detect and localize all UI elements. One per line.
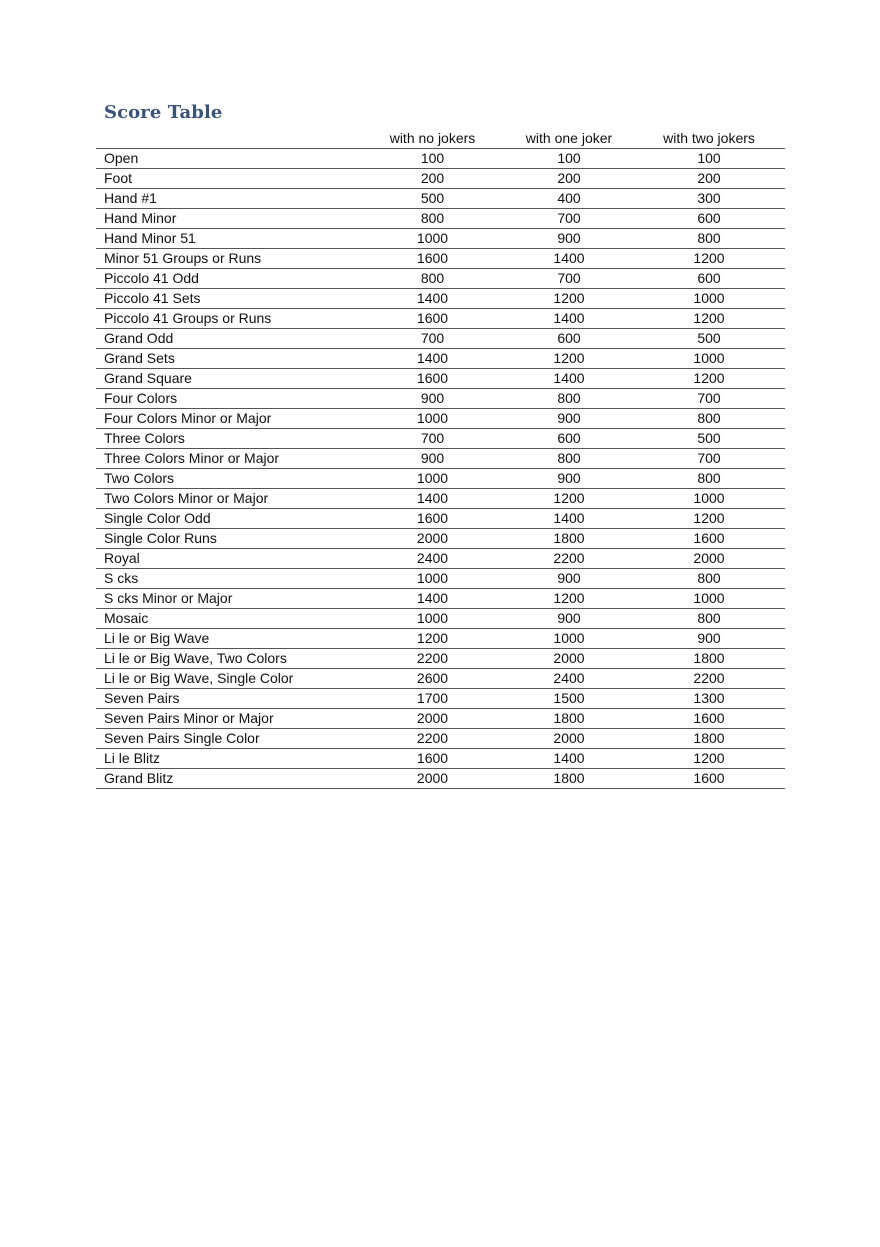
no-jokers-cell: 1000	[360, 409, 505, 429]
table-row	[96, 249, 785, 269]
two-jokers-cell: 1000	[633, 589, 785, 609]
row-name-cell: Four Colors	[96, 389, 360, 409]
row-name-cell: Hand Minor 51	[96, 229, 360, 249]
table-row	[96, 329, 785, 349]
one-joker-cell: 600	[505, 429, 633, 449]
row-name-cell: Seven Pairs Single Color	[96, 729, 360, 749]
one-joker-cell: 1400	[505, 309, 633, 329]
table-row	[96, 209, 785, 229]
one-joker-cell: 1400	[505, 509, 633, 529]
row-name-cell: Three Colors	[96, 429, 360, 449]
row-name-cell: Piccolo 41 Groups or Runs	[96, 309, 360, 329]
row-name-cell: Piccolo 41 Sets	[96, 289, 360, 309]
row-name-cell: Single Color Runs	[96, 529, 360, 549]
one-joker-cell: 2000	[505, 729, 633, 749]
table-row	[96, 729, 785, 749]
row-name-cell: Three Colors Minor or Major	[96, 449, 360, 469]
row-name-cell: Hand Minor	[96, 209, 360, 229]
two-jokers-cell: 700	[633, 449, 785, 469]
one-joker-cell: 900	[505, 569, 633, 589]
two-jokers-cell: 600	[633, 209, 785, 229]
one-joker-cell: 100	[505, 149, 633, 169]
table-row	[96, 609, 785, 629]
no-jokers-cell: 900	[360, 389, 505, 409]
no-jokers-cell: 2000	[360, 769, 505, 789]
one-joker-cell: 1200	[505, 489, 633, 509]
table-row	[96, 569, 785, 589]
column-header-two-jokers: with two jokers	[633, 129, 785, 149]
table-row	[96, 689, 785, 709]
table-row	[96, 449, 785, 469]
row-name-cell: Li le or Big Wave, Single Color	[96, 669, 360, 689]
table-row	[96, 709, 785, 729]
two-jokers-cell: 1300	[633, 689, 785, 709]
no-jokers-cell: 1600	[360, 369, 505, 389]
two-jokers-cell: 1000	[633, 489, 785, 509]
table-row	[96, 549, 785, 569]
row-name-cell: Li le or Big Wave	[96, 629, 360, 649]
one-joker-cell: 600	[505, 329, 633, 349]
table-body	[96, 149, 785, 789]
table-row	[96, 169, 785, 189]
row-name-cell: Grand Blitz	[96, 769, 360, 789]
no-jokers-cell: 2400	[360, 549, 505, 569]
row-name-cell: Grand Sets	[96, 349, 360, 369]
two-jokers-cell: 1200	[633, 369, 785, 389]
no-jokers-cell: 1600	[360, 509, 505, 529]
no-jokers-cell: 700	[360, 329, 505, 349]
two-jokers-cell: 500	[633, 429, 785, 449]
no-jokers-cell: 500	[360, 189, 505, 209]
two-jokers-cell: 800	[633, 469, 785, 489]
one-joker-cell: 900	[505, 609, 633, 629]
no-jokers-cell: 800	[360, 209, 505, 229]
two-jokers-cell: 800	[633, 409, 785, 429]
table-row	[96, 769, 785, 789]
row-name-cell: S cks	[96, 569, 360, 589]
one-joker-cell: 1400	[505, 749, 633, 769]
no-jokers-cell: 800	[360, 269, 505, 289]
one-joker-cell: 1200	[505, 289, 633, 309]
row-name-cell: Minor 51 Groups or Runs	[96, 249, 360, 269]
no-jokers-cell: 1600	[360, 309, 505, 329]
one-joker-cell: 1500	[505, 689, 633, 709]
row-name-cell: Grand Odd	[96, 329, 360, 349]
one-joker-cell: 1000	[505, 629, 633, 649]
table-row	[96, 469, 785, 489]
two-jokers-cell: 2200	[633, 669, 785, 689]
two-jokers-cell: 800	[633, 609, 785, 629]
one-joker-cell: 800	[505, 389, 633, 409]
no-jokers-cell: 1400	[360, 289, 505, 309]
table-row	[96, 149, 785, 169]
two-jokers-cell: 700	[633, 389, 785, 409]
table-row	[96, 189, 785, 209]
column-header-name	[96, 129, 360, 149]
table-row	[96, 529, 785, 549]
column-header-one-joker: with one joker	[505, 129, 633, 149]
two-jokers-cell: 500	[633, 329, 785, 349]
two-jokers-cell: 2000	[633, 549, 785, 569]
one-joker-cell: 1400	[505, 249, 633, 269]
two-jokers-cell: 800	[633, 569, 785, 589]
table-row	[96, 369, 785, 389]
one-joker-cell: 2400	[505, 669, 633, 689]
one-joker-cell: 2000	[505, 649, 633, 669]
row-name-cell: Li le or Big Wave, Two Colors	[96, 649, 360, 669]
row-name-cell: Royal	[96, 549, 360, 569]
table-row	[96, 309, 785, 329]
no-jokers-cell: 1000	[360, 229, 505, 249]
one-joker-cell: 900	[505, 409, 633, 429]
row-name-cell: Piccolo 41 Odd	[96, 269, 360, 289]
table-row	[96, 669, 785, 689]
two-jokers-cell: 1800	[633, 729, 785, 749]
no-jokers-cell: 100	[360, 149, 505, 169]
table-row	[96, 269, 785, 289]
table-row	[96, 589, 785, 609]
table-row	[96, 389, 785, 409]
one-joker-cell: 200	[505, 169, 633, 189]
one-joker-cell: 700	[505, 269, 633, 289]
no-jokers-cell: 1400	[360, 349, 505, 369]
two-jokers-cell: 600	[633, 269, 785, 289]
row-name-cell: Seven Pairs	[96, 689, 360, 709]
two-jokers-cell: 1200	[633, 749, 785, 769]
two-jokers-cell: 1000	[633, 349, 785, 369]
no-jokers-cell: 1000	[360, 609, 505, 629]
no-jokers-cell: 2000	[360, 709, 505, 729]
one-joker-cell: 2200	[505, 549, 633, 569]
no-jokers-cell: 1200	[360, 629, 505, 649]
score-table	[96, 129, 785, 789]
no-jokers-cell: 2200	[360, 729, 505, 749]
one-joker-cell: 700	[505, 209, 633, 229]
row-name-cell: Foot	[96, 169, 360, 189]
no-jokers-cell: 1700	[360, 689, 505, 709]
row-name-cell: Single Color Odd	[96, 509, 360, 529]
table-row	[96, 629, 785, 649]
table-row	[96, 229, 785, 249]
table-row	[96, 489, 785, 509]
page-title: Score Table	[104, 102, 223, 123]
table-row	[96, 749, 785, 769]
row-name-cell: Open	[96, 149, 360, 169]
table-row	[96, 649, 785, 669]
table-row	[96, 509, 785, 529]
table-row	[96, 429, 785, 449]
row-name-cell: S cks Minor or Major	[96, 589, 360, 609]
no-jokers-cell: 2600	[360, 669, 505, 689]
one-joker-cell: 1800	[505, 709, 633, 729]
table-header-row	[96, 129, 785, 149]
two-jokers-cell: 1600	[633, 709, 785, 729]
two-jokers-cell: 1800	[633, 649, 785, 669]
two-jokers-cell: 300	[633, 189, 785, 209]
no-jokers-cell: 1000	[360, 569, 505, 589]
table-row	[96, 289, 785, 309]
table-row	[96, 409, 785, 429]
row-name-cell: Hand #1	[96, 189, 360, 209]
row-name-cell: Mosaic	[96, 609, 360, 629]
no-jokers-cell: 1600	[360, 249, 505, 269]
one-joker-cell: 1400	[505, 369, 633, 389]
two-jokers-cell: 200	[633, 169, 785, 189]
two-jokers-cell: 1200	[633, 309, 785, 329]
two-jokers-cell: 900	[633, 629, 785, 649]
no-jokers-cell: 700	[360, 429, 505, 449]
two-jokers-cell: 1000	[633, 289, 785, 309]
no-jokers-cell: 1400	[360, 489, 505, 509]
two-jokers-cell: 800	[633, 229, 785, 249]
row-name-cell: Seven Pairs Minor or Major	[96, 709, 360, 729]
no-jokers-cell: 1400	[360, 589, 505, 609]
row-name-cell: Two Colors	[96, 469, 360, 489]
no-jokers-cell: 900	[360, 449, 505, 469]
no-jokers-cell: 1600	[360, 749, 505, 769]
one-joker-cell: 400	[505, 189, 633, 209]
one-joker-cell: 900	[505, 469, 633, 489]
no-jokers-cell: 2200	[360, 649, 505, 669]
one-joker-cell: 800	[505, 449, 633, 469]
two-jokers-cell: 1200	[633, 249, 785, 269]
no-jokers-cell: 2000	[360, 529, 505, 549]
two-jokers-cell: 1600	[633, 769, 785, 789]
no-jokers-cell: 200	[360, 169, 505, 189]
row-name-cell: Four Colors Minor or Major	[96, 409, 360, 429]
row-name-cell: Li le Blitz	[96, 749, 360, 769]
no-jokers-cell: 1000	[360, 469, 505, 489]
table-row	[96, 349, 785, 369]
one-joker-cell: 1200	[505, 349, 633, 369]
two-jokers-cell: 1200	[633, 509, 785, 529]
column-header-no-jokers: with no jokers	[360, 129, 505, 149]
two-jokers-cell: 1600	[633, 529, 785, 549]
one-joker-cell: 1800	[505, 769, 633, 789]
row-name-cell: Two Colors Minor or Major	[96, 489, 360, 509]
row-name-cell: Grand Square	[96, 369, 360, 389]
two-jokers-cell: 100	[633, 149, 785, 169]
one-joker-cell: 900	[505, 229, 633, 249]
one-joker-cell: 1200	[505, 589, 633, 609]
one-joker-cell: 1800	[505, 529, 633, 549]
